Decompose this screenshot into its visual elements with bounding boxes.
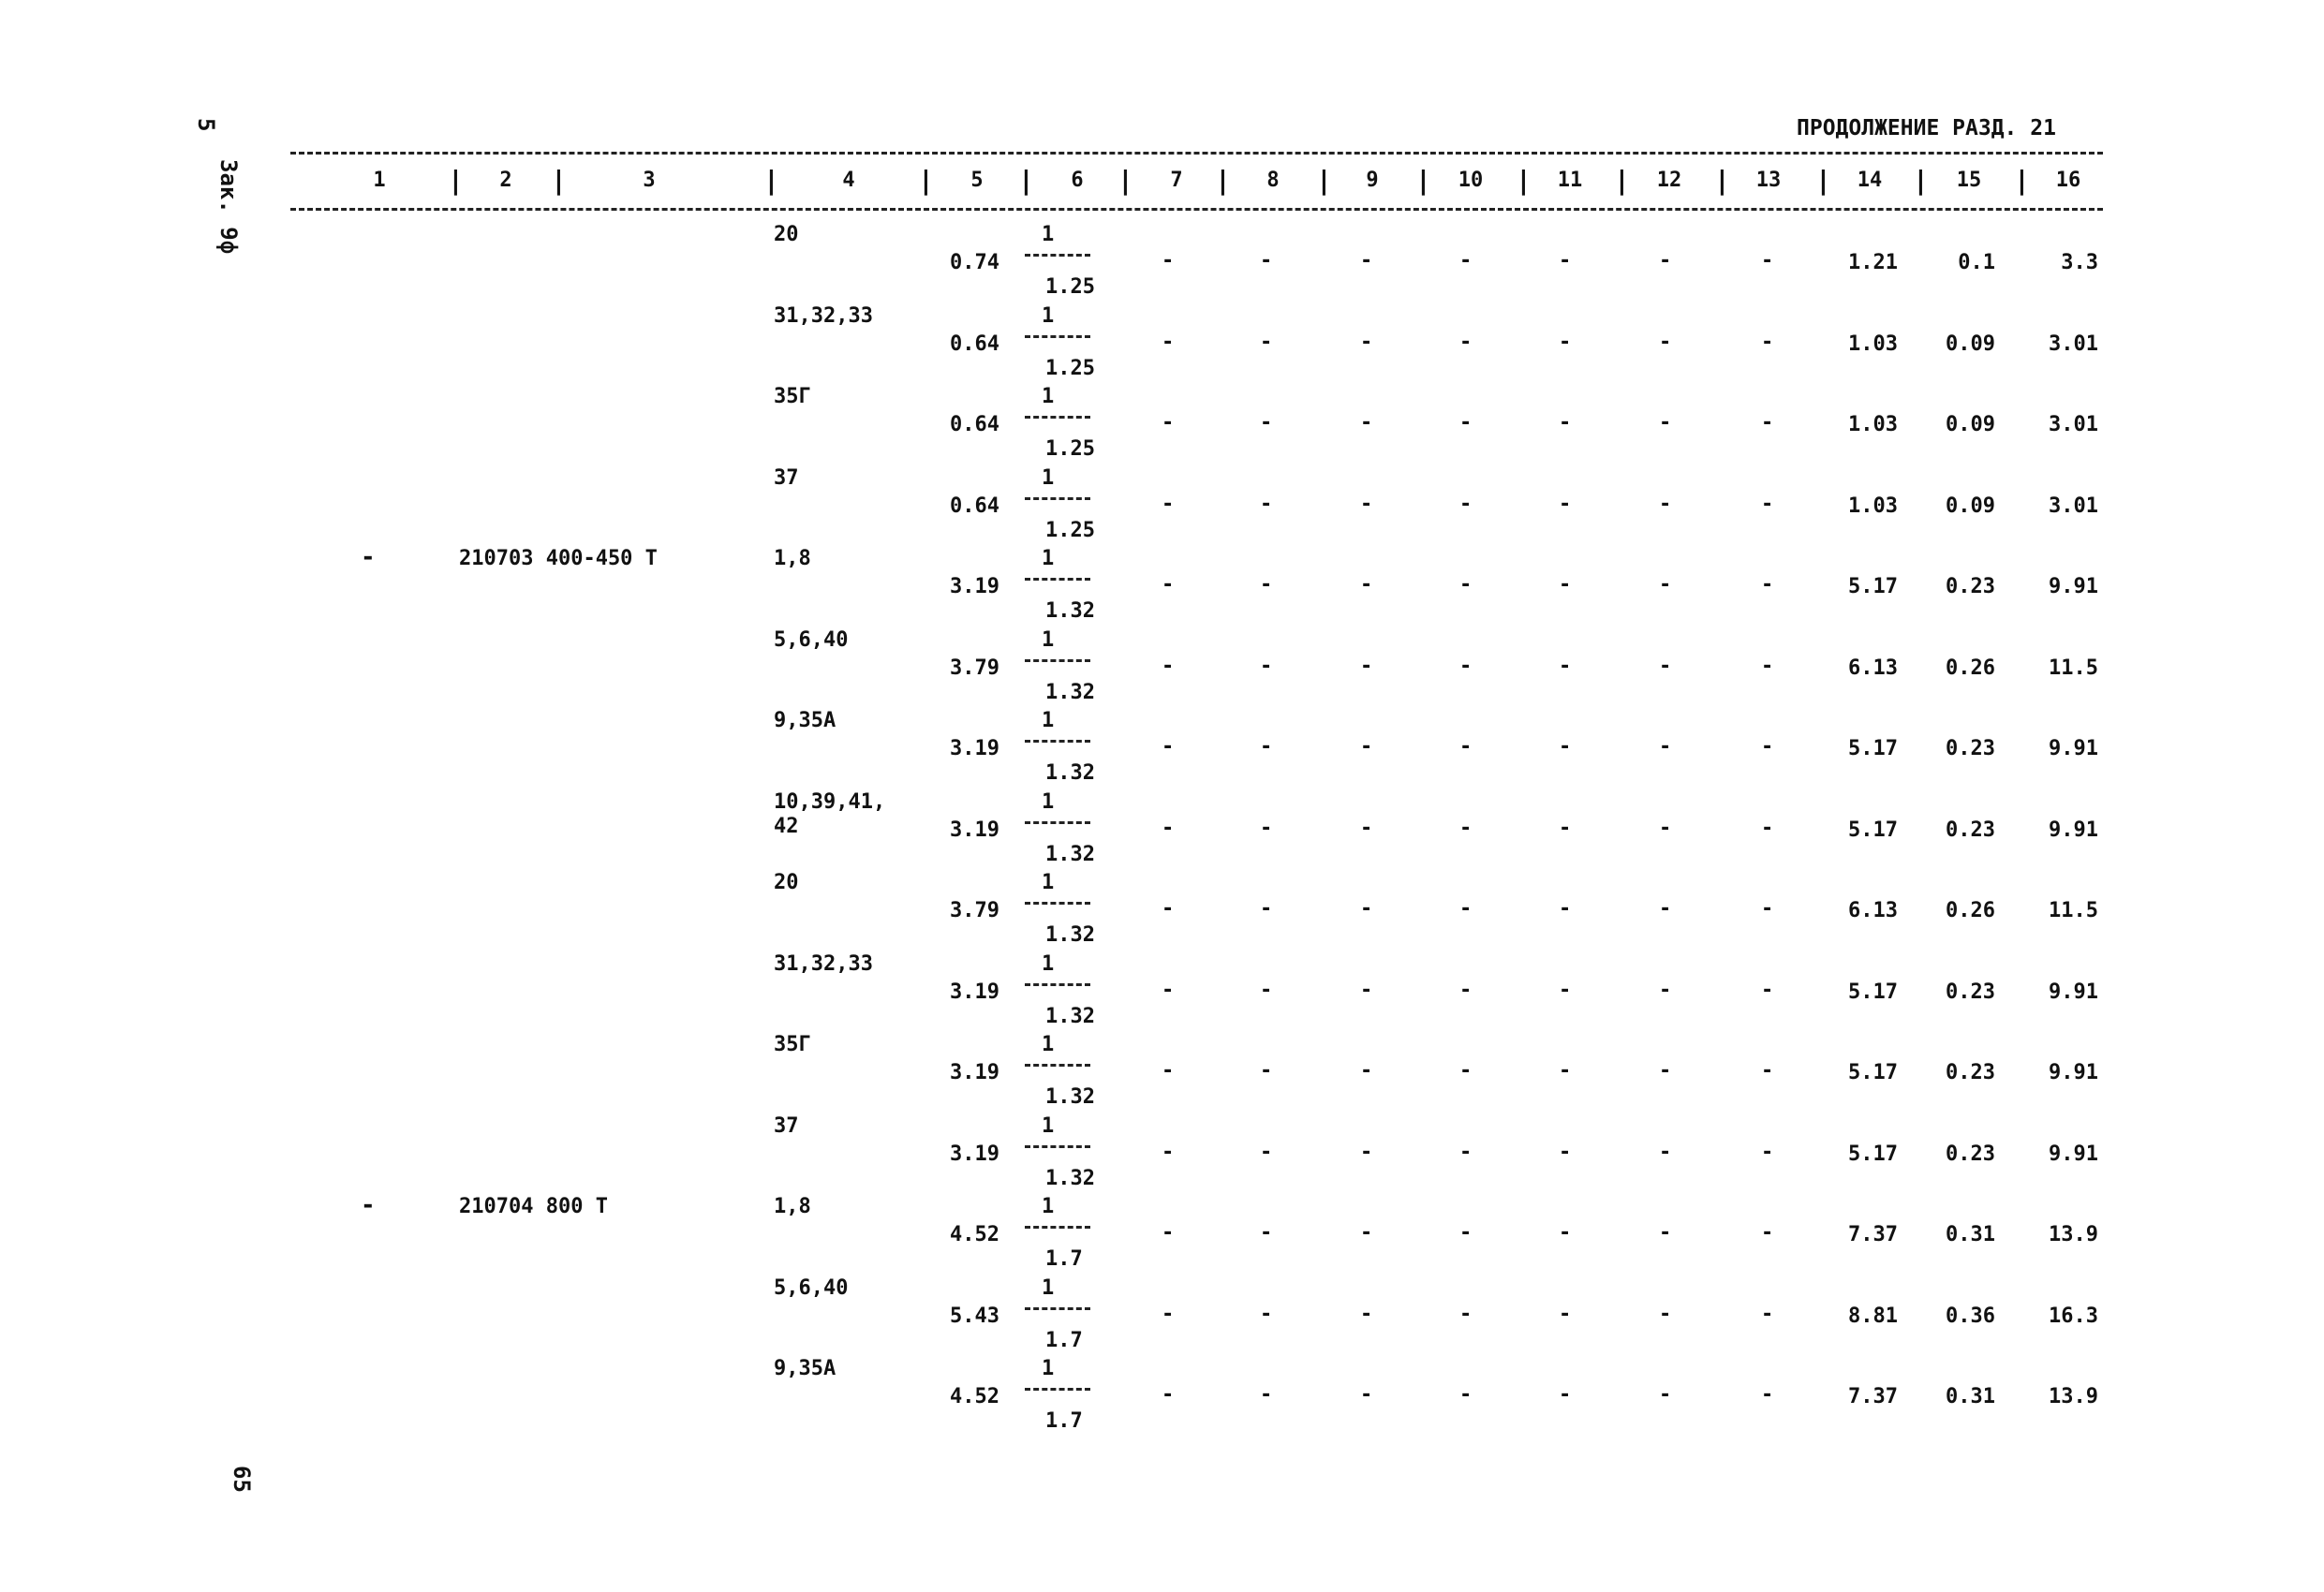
cell-col4: 10,39,41, xyxy=(774,789,886,814)
cell-col5: 5.43 xyxy=(950,1304,999,1328)
cell-c7: - xyxy=(1162,1383,1175,1407)
column-header-11: 11 xyxy=(1557,169,1583,192)
fraction-numerator: 1 xyxy=(1042,1275,1055,1300)
cell-col4: 1,8 xyxy=(774,547,811,570)
cell-c10: - xyxy=(1459,411,1473,435)
cell-c11: - xyxy=(1559,1059,1572,1083)
cell-col14: 5.17 xyxy=(1848,818,1898,842)
column-header-13: 13 xyxy=(1755,169,1782,192)
fraction-numerator: 1 xyxy=(1042,1357,1055,1380)
cell-c7: - xyxy=(1162,411,1175,435)
column-separator: | xyxy=(2014,165,2030,196)
cell-col14: 1.03 xyxy=(1848,332,1898,356)
fraction-denominator: 1.32 xyxy=(1045,842,1095,866)
cell-c7: - xyxy=(1162,816,1175,840)
cell-col16: 3.3 xyxy=(2061,251,2098,274)
cell-c9: - xyxy=(1360,816,1373,840)
cell-col5: 4.52 xyxy=(950,1385,999,1408)
column-separator: | xyxy=(1614,165,1630,196)
fraction-denominator: 1.32 xyxy=(1045,923,1095,947)
table-row xyxy=(0,871,2324,953)
fraction-bar xyxy=(1025,821,1090,824)
cell-c12: - xyxy=(1659,573,1672,597)
column-header-3: 3 xyxy=(643,169,656,192)
fraction-bar xyxy=(1025,659,1090,662)
cell-col5: 3.19 xyxy=(950,1142,999,1166)
column-separator: | xyxy=(448,165,464,196)
cell-c9: - xyxy=(1360,1383,1373,1407)
cell-c9: - xyxy=(1360,1221,1373,1245)
cell-col16: 3.01 xyxy=(2049,413,2098,436)
cell-c8: - xyxy=(1260,816,1273,840)
cell-col16: 11.5 xyxy=(2049,656,2098,680)
cell-col16: 9.91 xyxy=(2049,737,2098,760)
cell-col14: 5.17 xyxy=(1848,1142,1898,1166)
fraction-bar xyxy=(1025,1226,1090,1229)
cell-c10: - xyxy=(1459,1140,1473,1164)
cell-col4: 9,35А xyxy=(774,1357,836,1380)
table-row xyxy=(0,385,2324,467)
table-row xyxy=(0,1191,2324,1277)
cell-c12: - xyxy=(1659,411,1672,435)
table-row xyxy=(0,223,2324,305)
cell-c9: - xyxy=(1360,1302,1373,1326)
cell-col14: 1.21 xyxy=(1848,251,1898,274)
fraction-numerator: 1 xyxy=(1042,1195,1055,1218)
fraction-denominator: 1.7 xyxy=(1045,1247,1083,1271)
column-header-6: 6 xyxy=(1071,169,1084,192)
column-separator: | xyxy=(1118,165,1133,196)
cell-c7: - xyxy=(1162,897,1175,921)
cell-col16: 9.91 xyxy=(2049,1142,2098,1166)
table-row xyxy=(0,1033,2324,1115)
cell-col4: 1,8 xyxy=(774,1195,811,1218)
cell-c10: - xyxy=(1459,573,1473,597)
cell-col14: 5.17 xyxy=(1848,575,1898,598)
table-row xyxy=(0,709,2324,791)
cell-col5: 3.19 xyxy=(950,1061,999,1084)
cell-c9: - xyxy=(1360,897,1373,921)
cell-col15: 0.09 xyxy=(1946,413,1995,436)
cell-col5: 0.64 xyxy=(950,332,999,356)
cell-col14: 5.17 xyxy=(1848,980,1898,1004)
column-header-7: 7 xyxy=(1170,169,1183,192)
cell-c7: - xyxy=(1162,1059,1175,1083)
cell-c12: - xyxy=(1659,1059,1672,1083)
cell-c8: - xyxy=(1260,1221,1273,1245)
column-separator: | xyxy=(1815,165,1831,196)
fraction-numerator: 1 xyxy=(1042,385,1055,408)
cell-c9: - xyxy=(1360,978,1373,1002)
cell-c12: - xyxy=(1659,654,1672,678)
table-row xyxy=(0,790,2324,873)
fraction-denominator: 1.32 xyxy=(1045,599,1095,623)
fraction-numerator: 1 xyxy=(1042,871,1055,894)
fraction-denominator: 1.32 xyxy=(1045,1166,1095,1190)
cell-c13: - xyxy=(1761,1140,1774,1164)
cell-col4: 35Г xyxy=(774,1033,811,1056)
fraction-denominator: 1.32 xyxy=(1045,680,1095,704)
fraction-bar xyxy=(1025,1145,1090,1148)
column-separator: | xyxy=(1215,165,1231,196)
cell-c12: - xyxy=(1659,492,1672,516)
cell-c10: - xyxy=(1459,1383,1473,1407)
cell-col15: 0.23 xyxy=(1946,818,1995,842)
cell-c8: - xyxy=(1260,492,1273,516)
cell-c7: - xyxy=(1162,1221,1175,1245)
cell-c10: - xyxy=(1459,492,1473,516)
cell-col4: 9,35А xyxy=(774,709,836,732)
cell-c8: - xyxy=(1260,573,1273,597)
cell-c11: - xyxy=(1559,573,1572,597)
cell-c11: - xyxy=(1559,978,1572,1002)
cell-c7: - xyxy=(1162,1140,1175,1164)
cell-col15: 0.26 xyxy=(1946,899,1995,922)
column-separator: | xyxy=(1913,165,1929,196)
cell-c13: - xyxy=(1761,411,1774,435)
header-top-rule xyxy=(290,152,2103,155)
fraction-bar xyxy=(1025,497,1090,500)
fraction-numerator: 1 xyxy=(1042,223,1055,246)
fraction-denominator: 1.32 xyxy=(1045,761,1095,785)
cell-col15: 0.1 xyxy=(1958,251,1995,274)
cell-c9: - xyxy=(1360,735,1373,759)
column-header-5: 5 xyxy=(970,169,984,192)
cell-c8: - xyxy=(1260,249,1273,273)
fraction-numerator: 1 xyxy=(1042,627,1055,652)
cell-c7: - xyxy=(1162,249,1175,273)
column-separator: | xyxy=(763,165,779,196)
column-header-2: 2 xyxy=(499,169,512,192)
fraction-numerator: 1 xyxy=(1042,465,1055,490)
column-header-12: 12 xyxy=(1656,169,1682,192)
cell-c13: - xyxy=(1761,330,1774,354)
cell-col4: 20 xyxy=(774,223,799,246)
cell-col5: 4.52 xyxy=(950,1223,999,1246)
cell-col5: 0.64 xyxy=(950,494,999,518)
cell-col4: 20 xyxy=(774,871,799,894)
fraction-bar xyxy=(1025,983,1090,986)
cell-c13: - xyxy=(1761,1221,1774,1245)
fraction-denominator: 1.25 xyxy=(1045,356,1095,380)
fraction-denominator: 1.7 xyxy=(1045,1409,1083,1433)
cell-col3: 210703 400-450 Т xyxy=(459,547,658,570)
cell-col2: - xyxy=(361,543,376,571)
fraction-numerator: 1 xyxy=(1042,1033,1055,1056)
fraction-bar xyxy=(1025,254,1090,257)
section-continuation-title: ПРОДОЛЖЕНИЕ РАЗД. 21 xyxy=(1797,116,2056,140)
fraction-numerator: 1 xyxy=(1042,547,1055,570)
fraction-denominator: 1.7 xyxy=(1045,1328,1083,1352)
fraction-numerator: 1 xyxy=(1042,709,1055,732)
fraction-denominator: 1.25 xyxy=(1045,518,1095,542)
cell-col4-cont: 42 xyxy=(774,814,799,838)
table-row xyxy=(0,304,2324,387)
cell-c13: - xyxy=(1761,897,1774,921)
fraction-numerator: 1 xyxy=(1042,789,1055,814)
cell-col16: 3.01 xyxy=(2049,332,2098,356)
cell-c10: - xyxy=(1459,330,1473,354)
cell-col16: 9.91 xyxy=(2049,818,2098,842)
cell-c7: - xyxy=(1162,1302,1175,1326)
cell-col5: 3.19 xyxy=(950,737,999,760)
cell-col4: 37 xyxy=(774,1113,799,1138)
cell-c10: - xyxy=(1459,978,1473,1002)
cell-c7: - xyxy=(1162,978,1175,1002)
cell-c12: - xyxy=(1659,1302,1672,1326)
cell-c8: - xyxy=(1260,1302,1273,1326)
cell-c12: - xyxy=(1659,735,1672,759)
cell-col16: 9.91 xyxy=(2049,980,2098,1004)
fraction-bar xyxy=(1025,740,1090,743)
cell-c9: - xyxy=(1360,654,1373,678)
cell-col14: 8.81 xyxy=(1848,1304,1898,1328)
page-number-bottom: 65 xyxy=(229,1466,255,1493)
fraction-numerator: 1 xyxy=(1042,1113,1055,1138)
column-header-14: 14 xyxy=(1857,169,1883,192)
fraction-numerator: 1 xyxy=(1042,951,1055,976)
column-header-1: 1 xyxy=(373,169,386,192)
cell-col15: 0.31 xyxy=(1946,1223,1995,1246)
header-bottom-rule xyxy=(290,208,2103,211)
cell-c9: - xyxy=(1360,1140,1373,1164)
fraction-bar xyxy=(1025,1064,1090,1067)
column-separator: | xyxy=(1516,165,1532,196)
table-row xyxy=(0,1114,2324,1197)
cell-c13: - xyxy=(1761,654,1774,678)
cell-c13: - xyxy=(1761,816,1774,840)
cell-col16: 3.01 xyxy=(2049,494,2098,518)
column-separator: | xyxy=(1316,165,1332,196)
table-row xyxy=(0,952,2324,1035)
cell-c8: - xyxy=(1260,654,1273,678)
column-separator: | xyxy=(551,165,567,196)
cell-c9: - xyxy=(1360,330,1373,354)
cell-c10: - xyxy=(1459,1302,1473,1326)
fraction-denominator: 1.25 xyxy=(1045,437,1095,461)
cell-col14: 6.13 xyxy=(1848,656,1898,680)
cell-c12: - xyxy=(1659,1140,1672,1164)
table-row xyxy=(0,1276,2324,1359)
cell-c10: - xyxy=(1459,1221,1473,1245)
cell-c12: - xyxy=(1659,897,1672,921)
cell-col15: 0.36 xyxy=(1946,1304,1995,1328)
cell-c8: - xyxy=(1260,1140,1273,1164)
cell-col4: 37 xyxy=(774,465,799,490)
cell-c10: - xyxy=(1459,249,1473,273)
cell-c13: - xyxy=(1761,1302,1774,1326)
cell-c10: - xyxy=(1459,816,1473,840)
cell-col5: 0.74 xyxy=(950,251,999,274)
cell-col3: 210704 800 Т xyxy=(459,1195,608,1218)
cell-col15: 0.23 xyxy=(1946,575,1995,598)
cell-col15: 0.09 xyxy=(1946,494,1995,518)
cell-col4: 31,32,33 xyxy=(774,303,873,328)
column-separator: | xyxy=(918,165,934,196)
cell-col15: 0.23 xyxy=(1946,980,1995,1004)
cell-c8: - xyxy=(1260,330,1273,354)
cell-col16: 16.3 xyxy=(2049,1304,2098,1328)
cell-c8: - xyxy=(1260,1383,1273,1407)
cell-col16: 11.5 xyxy=(2049,899,2098,922)
cell-c13: - xyxy=(1761,249,1774,273)
cell-c13: - xyxy=(1761,978,1774,1002)
cell-col14: 7.37 xyxy=(1848,1385,1898,1408)
column-separator: | xyxy=(1018,165,1034,196)
cell-c13: - xyxy=(1761,492,1774,516)
cell-col14: 1.03 xyxy=(1848,413,1898,436)
cell-col4: 31,32,33 xyxy=(774,951,873,976)
column-header-8: 8 xyxy=(1266,169,1280,192)
cell-c11: - xyxy=(1559,1140,1572,1164)
cell-c10: - xyxy=(1459,735,1473,759)
column-header-4: 4 xyxy=(842,169,855,192)
cell-col15: 0.23 xyxy=(1946,737,1995,760)
table-row xyxy=(0,466,2324,549)
cell-c9: - xyxy=(1360,573,1373,597)
cell-col14: 7.37 xyxy=(1848,1223,1898,1246)
cell-c7: - xyxy=(1162,330,1175,354)
cell-c11: - xyxy=(1559,816,1572,840)
cell-c8: - xyxy=(1260,1059,1273,1083)
cell-c13: - xyxy=(1761,735,1774,759)
cell-col5: 0.64 xyxy=(950,413,999,436)
cell-c11: - xyxy=(1559,1383,1572,1407)
cell-c10: - xyxy=(1459,897,1473,921)
cell-c7: - xyxy=(1162,654,1175,678)
column-header-9: 9 xyxy=(1366,169,1379,192)
table-row xyxy=(0,1357,2324,1439)
cell-col5: 3.19 xyxy=(950,818,999,842)
cell-c8: - xyxy=(1260,735,1273,759)
fraction-denominator: 1.32 xyxy=(1045,1085,1095,1109)
cell-c11: - xyxy=(1559,330,1572,354)
fraction-bar xyxy=(1025,335,1090,338)
cell-col14: 1.03 xyxy=(1848,494,1898,518)
cell-c12: - xyxy=(1659,816,1672,840)
cell-col15: 0.09 xyxy=(1946,332,1995,356)
cell-c13: - xyxy=(1761,1383,1774,1407)
cell-c11: - xyxy=(1559,249,1572,273)
cell-col15: 0.23 xyxy=(1946,1142,1995,1166)
cell-c11: - xyxy=(1559,735,1572,759)
fraction-bar xyxy=(1025,578,1090,581)
cell-c11: - xyxy=(1559,492,1572,516)
fraction-bar xyxy=(1025,902,1090,905)
order-label: Зак. 9ф xyxy=(215,159,242,255)
fraction-bar xyxy=(1025,1307,1090,1310)
cell-c7: - xyxy=(1162,492,1175,516)
cell-c10: - xyxy=(1459,654,1473,678)
column-header-15: 15 xyxy=(1956,169,1982,192)
cell-c8: - xyxy=(1260,978,1273,1002)
cell-col5: 3.19 xyxy=(950,575,999,598)
cell-c9: - xyxy=(1360,249,1373,273)
cell-col16: 9.91 xyxy=(2049,575,2098,598)
cell-c11: - xyxy=(1559,1221,1572,1245)
column-separator: | xyxy=(1415,165,1431,196)
cell-c12: - xyxy=(1659,1221,1672,1245)
cell-c7: - xyxy=(1162,573,1175,597)
cell-col2: - xyxy=(361,1191,376,1219)
cell-col16: 9.91 xyxy=(2049,1061,2098,1084)
cell-col4: 5,6,40 xyxy=(774,627,849,652)
cell-c7: - xyxy=(1162,735,1175,759)
cell-col15: 0.26 xyxy=(1946,656,1995,680)
fraction-bar xyxy=(1025,416,1090,419)
cell-c12: - xyxy=(1659,1383,1672,1407)
table-row xyxy=(0,543,2324,629)
cell-col14: 5.17 xyxy=(1848,737,1898,760)
cell-col15: 0.31 xyxy=(1946,1385,1995,1408)
cell-c11: - xyxy=(1559,1302,1572,1326)
cell-col16: 13.9 xyxy=(2049,1223,2098,1246)
cell-c9: - xyxy=(1360,1059,1373,1083)
cell-col16: 13.9 xyxy=(2049,1385,2098,1408)
column-header-16: 16 xyxy=(2055,169,2081,192)
page-number-side: 5 xyxy=(193,118,219,132)
cell-c12: - xyxy=(1659,978,1672,1002)
table-row xyxy=(0,628,2324,711)
cell-col15: 0.23 xyxy=(1946,1061,1995,1084)
cell-col14: 6.13 xyxy=(1848,899,1898,922)
fraction-bar xyxy=(1025,1388,1090,1391)
cell-c11: - xyxy=(1559,897,1572,921)
cell-c13: - xyxy=(1761,573,1774,597)
fraction-numerator: 1 xyxy=(1042,303,1055,328)
cell-c8: - xyxy=(1260,897,1273,921)
cell-c11: - xyxy=(1559,411,1572,435)
column-header-10: 10 xyxy=(1458,169,1484,192)
fraction-denominator: 1.32 xyxy=(1045,1004,1095,1028)
cell-c12: - xyxy=(1659,249,1672,273)
cell-c12: - xyxy=(1659,330,1672,354)
cell-col4: 5,6,40 xyxy=(774,1275,849,1300)
cell-col5: 3.79 xyxy=(950,899,999,922)
cell-c10: - xyxy=(1459,1059,1473,1083)
cell-c11: - xyxy=(1559,654,1572,678)
cell-c8: - xyxy=(1260,411,1273,435)
cell-c13: - xyxy=(1761,1059,1774,1083)
cell-col4: 35Г xyxy=(774,385,811,408)
fraction-denominator: 1.25 xyxy=(1045,275,1095,299)
column-separator: | xyxy=(1714,165,1730,196)
cell-col14: 5.17 xyxy=(1848,1061,1898,1084)
cell-c9: - xyxy=(1360,492,1373,516)
cell-col5: 3.19 xyxy=(950,980,999,1004)
cell-col5: 3.79 xyxy=(950,656,999,680)
cell-c9: - xyxy=(1360,411,1373,435)
